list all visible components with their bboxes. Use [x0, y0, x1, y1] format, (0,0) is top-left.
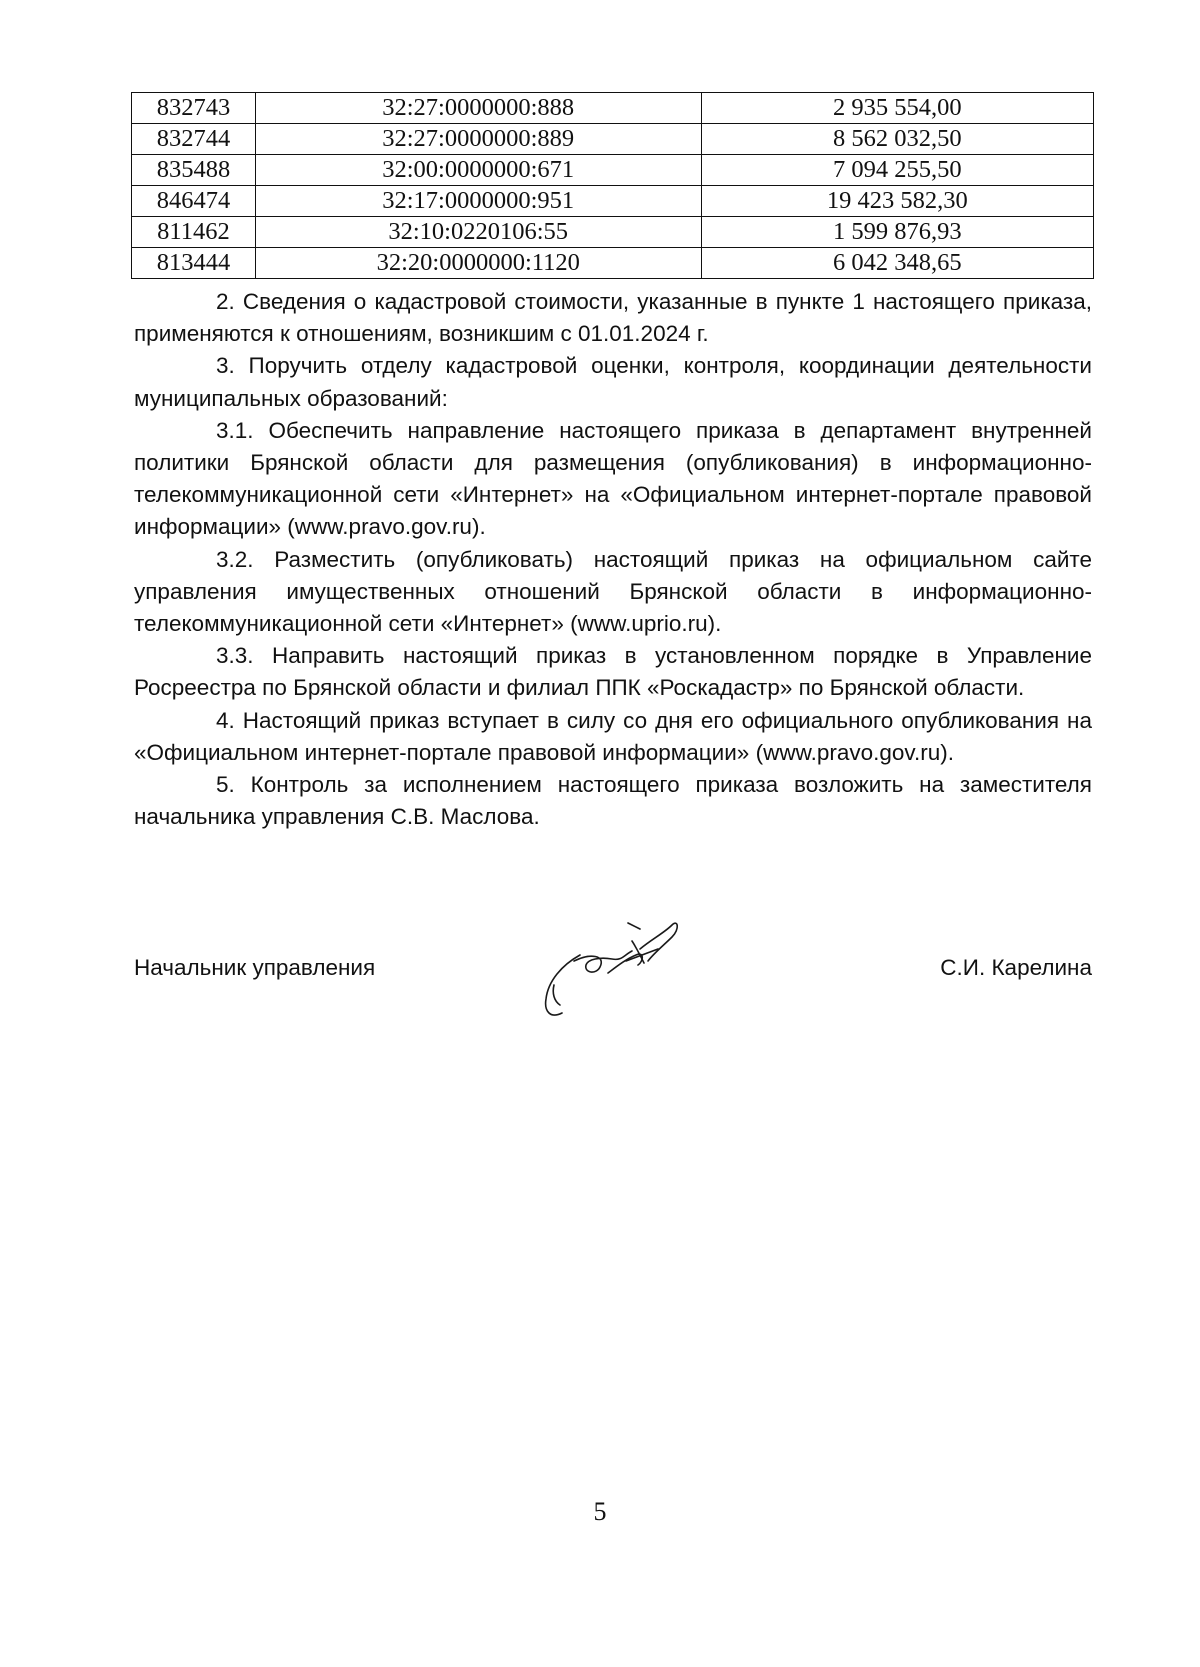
table-row — [132, 155, 1094, 186]
table-row — [132, 248, 1094, 279]
order-body-text — [134, 286, 1092, 833]
table-cell-object-id: 811462 — [132, 217, 256, 248]
table-row — [132, 186, 1094, 217]
table-cell-cadastral-number: 32:20:0000000:1120 — [255, 248, 701, 279]
signatory-position: Начальник управления — [134, 955, 376, 980]
table-row — [132, 217, 1094, 248]
table-row — [132, 93, 1094, 124]
paragraph-3-3: 3.3. Направить настоящий приказ в установленном порядке в Управление Росреестра по Брянской области и филиал ППК «Роскадастр» по Брянской области. — [134, 643, 1092, 701]
cadastral-value-table — [131, 92, 1094, 279]
table-cell-cadastral-number: 32:27:0000000:888 — [255, 93, 701, 124]
table-cell-cadastral-value: 1 599 876,93 — [701, 217, 1093, 248]
handwritten-signature — [540, 915, 720, 1035]
table-cell-object-id: 846474 — [132, 186, 256, 217]
table-cell-cadastral-value: 8 562 032,50 — [701, 124, 1093, 155]
paragraph-3-2: 3.2. Разместить (опубликовать) настоящий приказ на официальном сайте управления имущественных отношений Брянской области в информационно-телекоммуникационной сети «Интернет» (www.uprio.ru). — [134, 546, 1092, 637]
paragraph-4: 4. Настоящий приказ вступает в силу со дня его официального опубликования на «Официальном интернет-портале правовой информации» (www.pravo.gov.ru). — [134, 707, 1092, 765]
table-cell-cadastral-value: 19 423 582,30 — [701, 186, 1093, 217]
table-cell-object-id: 832743 — [132, 93, 256, 124]
table-cell-cadastral-value: 6 042 348,65 — [701, 248, 1093, 279]
table-cell-cadastral-number: 32:10:0220106:55 — [255, 217, 701, 248]
table-cell-object-id: 835488 — [132, 155, 256, 186]
paragraph-3-1: 3.1. Обеспечить направление настоящего приказа в департамент внутренней политики Брянской области для размещения (опубликования) в информационно-телекоммуникационной сети «Интернет» на «Официальном интернет-портале правовой информации» (www.pravo.gov.ru). — [134, 417, 1092, 540]
paragraph-5: 5. Контроль за исполнением настоящего приказа возложить на заместителя начальника управления С.В. Маслова. — [134, 772, 1092, 830]
table-cell-cadastral-value: 2 935 554,00 — [701, 93, 1093, 124]
table-row — [132, 124, 1094, 155]
paragraph-2: 2. Сведения о кадастровой стоимости, указанные в пункте 1 настоящего приказа, применяются к отношениям, возникшим с 01.01.2024 г. — [134, 289, 1092, 347]
signatory-name: С.И. Карелина — [940, 955, 1092, 980]
table-cell-cadastral-number: 32:00:0000000:671 — [255, 155, 701, 186]
table-cell-object-id: 832744 — [132, 124, 256, 155]
page-number: 5 — [593, 1497, 607, 1526]
table-cell-cadastral-number: 32:27:0000000:889 — [255, 124, 701, 155]
table-cell-object-id: 813444 — [132, 248, 256, 279]
table-cell-cadastral-value: 7 094 255,50 — [701, 155, 1093, 186]
table-cell-cadastral-number: 32:17:0000000:951 — [255, 186, 701, 217]
paragraph-3: 3. Поручить отделу кадастровой оценки, контроля, координации деятельности муниципальных образований: — [134, 353, 1092, 411]
